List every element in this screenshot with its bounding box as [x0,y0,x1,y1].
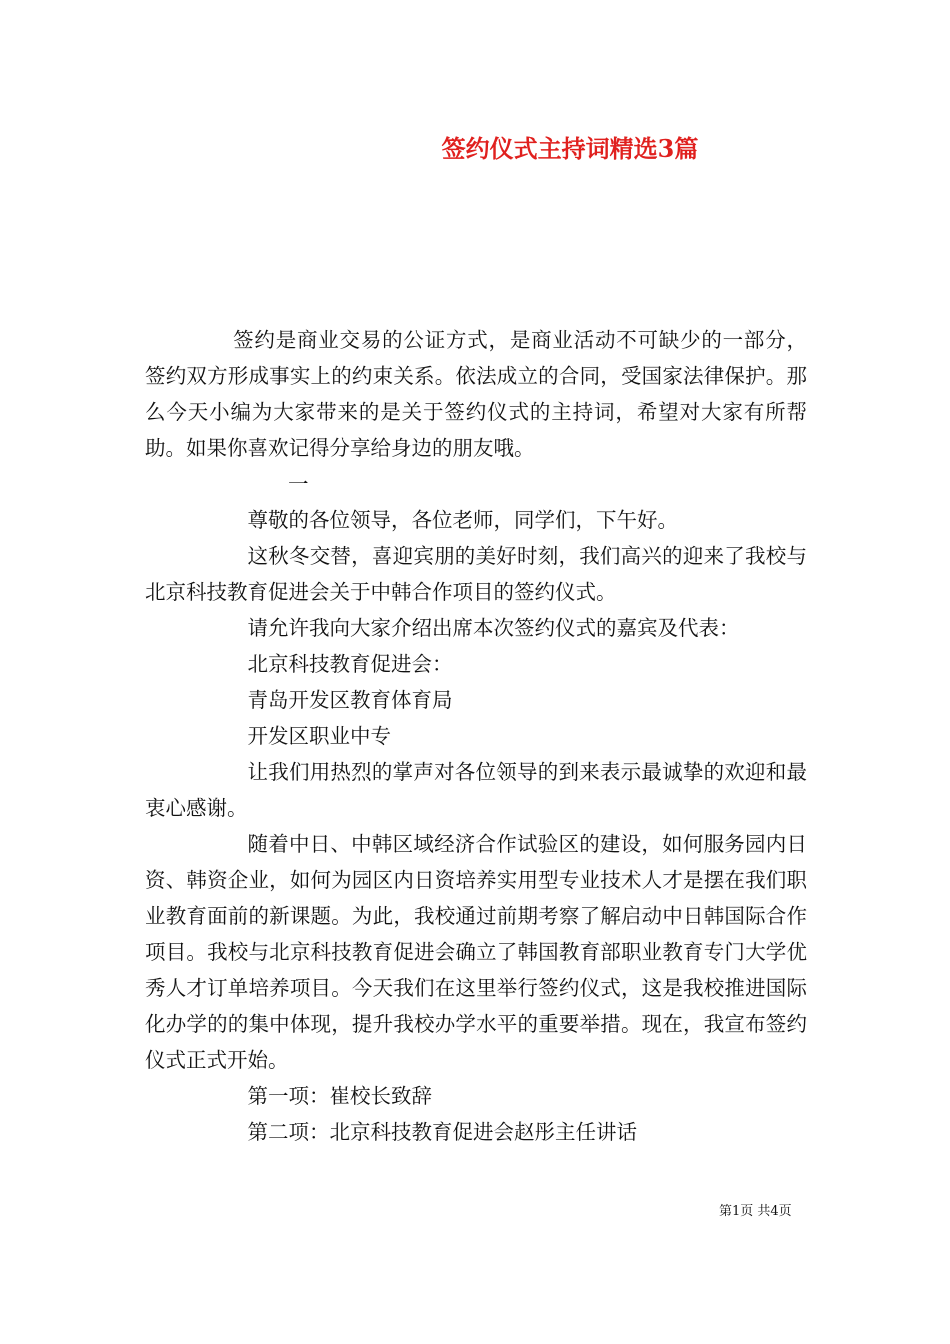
paragraph-applause: 让我们用热烈的掌声对各位领导的到来表示最诚挚的欢迎和最衷心感谢。 [145,760,807,820]
paragraph-introduce-guests: 请允许我向大家介绍出席本次签约仪式的嘉宾及代表： [247,616,740,640]
document-title: 签约仪式主持词精选3篇 [441,134,699,163]
guest-item: 青岛开发区教育体育局 [247,688,453,712]
paragraph-greeting: 尊敬的各位领导，各位老师，同学们，下午好。 [247,508,678,532]
agenda-item: 第二项：北京科技教育促进会赵彤主任讲话 [247,1120,637,1144]
agenda-item: 第一项：崔校长致辞 [247,1084,432,1108]
guest-item: 北京科技教育促进会： [247,652,453,676]
section-marker: 一 [288,472,309,496]
paragraph-welcome: 这秋冬交替，喜迎宾朋的美好时刻，我们高兴的迎来了我校与北京科技教育促进会关于中韩合作项目的签约仪式。 [145,544,807,604]
page-footer: 第1页 共4页 [719,1204,792,1219]
paragraph-background: 随着中日、中韩区域经济合作试验区的建设，如何服务园内日资、韩资企业，如何为园区内日资培养实用型专业技术人才是摆在我们职业教育面前的新课题。为此，我校通过前期考察了解启动中日韩国际合作项目。我校与北京科技教育促进会确立了韩国教育部职业教育专门大学优秀人才订单培养项目。今天我们在这里举行签约仪式，这是我校推进国际化办学的的集中体现，提升我校办学水平的重要举措。现在，我宣布签约仪式正式开始。 [145,832,807,1072]
intro-paragraph: 签约是商业交易的公证方式，是商业活动不可缺少的一部分，签约双方形成事实上的约束关系。依法成立的合同，受国家法律保护。那么今天小编为大家带来的是关于签约仪式的主持词，希望对大家有所帮助。如果你喜欢记得分享给身边的朋友哦。 [145,328,807,460]
document-body [145,322,807,1150]
guest-item: 开发区职业中专 [247,724,391,748]
